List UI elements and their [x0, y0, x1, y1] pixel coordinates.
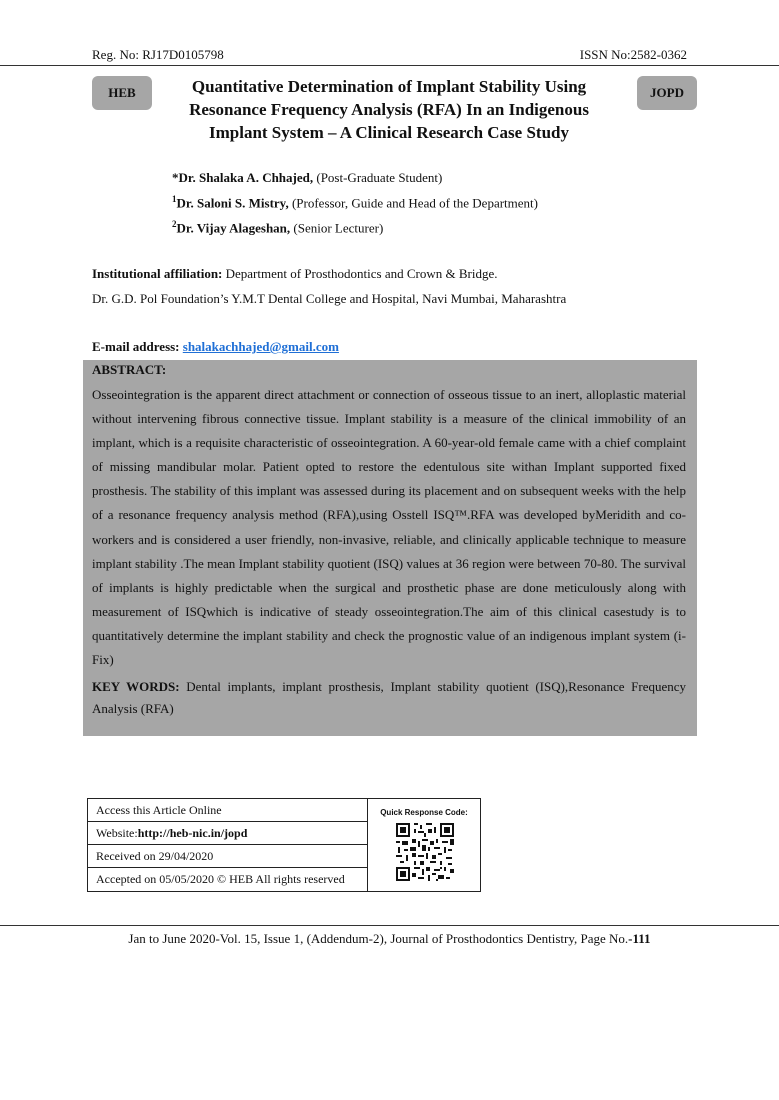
affiliation-line-2: Dr. G.D. Pol Foundation’s Y.M.T Dental College and Hospital, Navi Mumbai, Maharashtra	[92, 291, 567, 306]
accepted-row: Accepted on 05/05/2020 © HEB All rights reserved	[88, 868, 368, 891]
author-name: Dr. Shalaka A. Chhajed,	[178, 170, 314, 185]
author-1	[172, 170, 442, 186]
paper-title: Quantitative Determination of Implant Stability Using Resonance Frequency Analysis (RFA) In an Indigenous Implant System – A Clinical Research Case Study	[189, 77, 589, 142]
email-label: E-mail address:	[92, 339, 180, 354]
author-role: (Senior Lecturer)	[293, 220, 384, 236]
keywords-list: Dental implants, implant prosthesis, Implant stability quotient (ISQ),Resonance Frequency Analysis (RFA)	[92, 679, 687, 716]
abstract-heading: ABSTRACT:	[92, 362, 167, 377]
author-role: (Professor, Guide and Head of the Department)	[291, 195, 538, 211]
keywords-label: KEY WORDS:	[92, 679, 180, 694]
author-name: Dr. Saloni S. Mistry,	[176, 195, 289, 211]
issn-number: ISSN No:2582-0362	[579, 47, 687, 62]
email-link[interactable]: shalakachhajed@gmail.com	[182, 339, 339, 354]
author-role: (Post-Graduate Student)	[316, 170, 443, 185]
affiliation-label: Institutional affiliation:	[92, 266, 223, 281]
article-access-table	[87, 798, 481, 892]
keywords	[92, 676, 686, 720]
author-name: Dr. Vijay Alageshan,	[176, 220, 291, 236]
website-link[interactable]: http://heb-nic.in/jopd	[137, 826, 248, 840]
qr-label: Quick Response Code:	[380, 808, 468, 817]
footer-citation	[0, 931, 779, 947]
qr-cell	[368, 799, 480, 891]
author-2	[172, 194, 538, 211]
affiliation-department: Department of Prosthodontics and Crown & Bridge.	[225, 266, 498, 281]
header-divider	[0, 65, 779, 66]
page-number: -111	[628, 931, 651, 946]
heb-badge: HEB	[92, 76, 152, 110]
website-row	[88, 822, 368, 845]
author-3	[172, 219, 383, 236]
access-online-row: Access this Article Online	[88, 799, 368, 822]
registration-number: Reg. No: RJ17D0105798	[92, 47, 224, 62]
author-marker: 1	[172, 194, 177, 204]
received-row: Received on 29/04/2020	[88, 845, 368, 868]
qr-code-icon	[396, 823, 454, 881]
affiliation-line-1	[92, 266, 498, 282]
author-marker: *	[172, 170, 179, 185]
footer-divider	[0, 925, 779, 926]
jopd-badge: JOPD	[637, 76, 697, 110]
email-line	[92, 339, 339, 355]
abstract-text: Osseointegration is the apparent direct attachment or connection of osseous tissue to an inert, alloplastic material without intervening fibrous connective tissue. Implant stability is a measure of the clinical immobility of an implant, which is a requisite characteristic of osseointegration. A 60-year-old female came with a chief complaint of missing mandibular molar. Patient opted to restore the edentulous site withan Implant supported fixed prosthesis. The stability of this implant was assessed during its placement and on subsequent weeks with the help of a resonance frequency analysis method (RFA),using Osstell ISQ™.RFA was developed byMeridith and co-workers and is considered a user friendly, non-invasive, reliable, and clinically applicable technique to measure implant stability .The mean Implant stability quotient (ISQ) values at 36 region were between 70-80. The survival of implants is highly predictable when the surgical and prosthetic phase are done meticulously along with measurement of ISQwhich is indicative of steady osseointegration.The aim of this clinical casestudy is to quantitatively determine the implant stability and check the prognostic value of an indigenous implant system (i- Fix)	[92, 387, 686, 668]
author-marker: 2	[172, 219, 177, 229]
website-label: Website:	[96, 826, 138, 840]
footer-text: Jan to June 2020-Vol. 15, Issue 1, (Addendum-2), Journal of Prosthodontics Dentistry, Page No.	[128, 931, 629, 946]
